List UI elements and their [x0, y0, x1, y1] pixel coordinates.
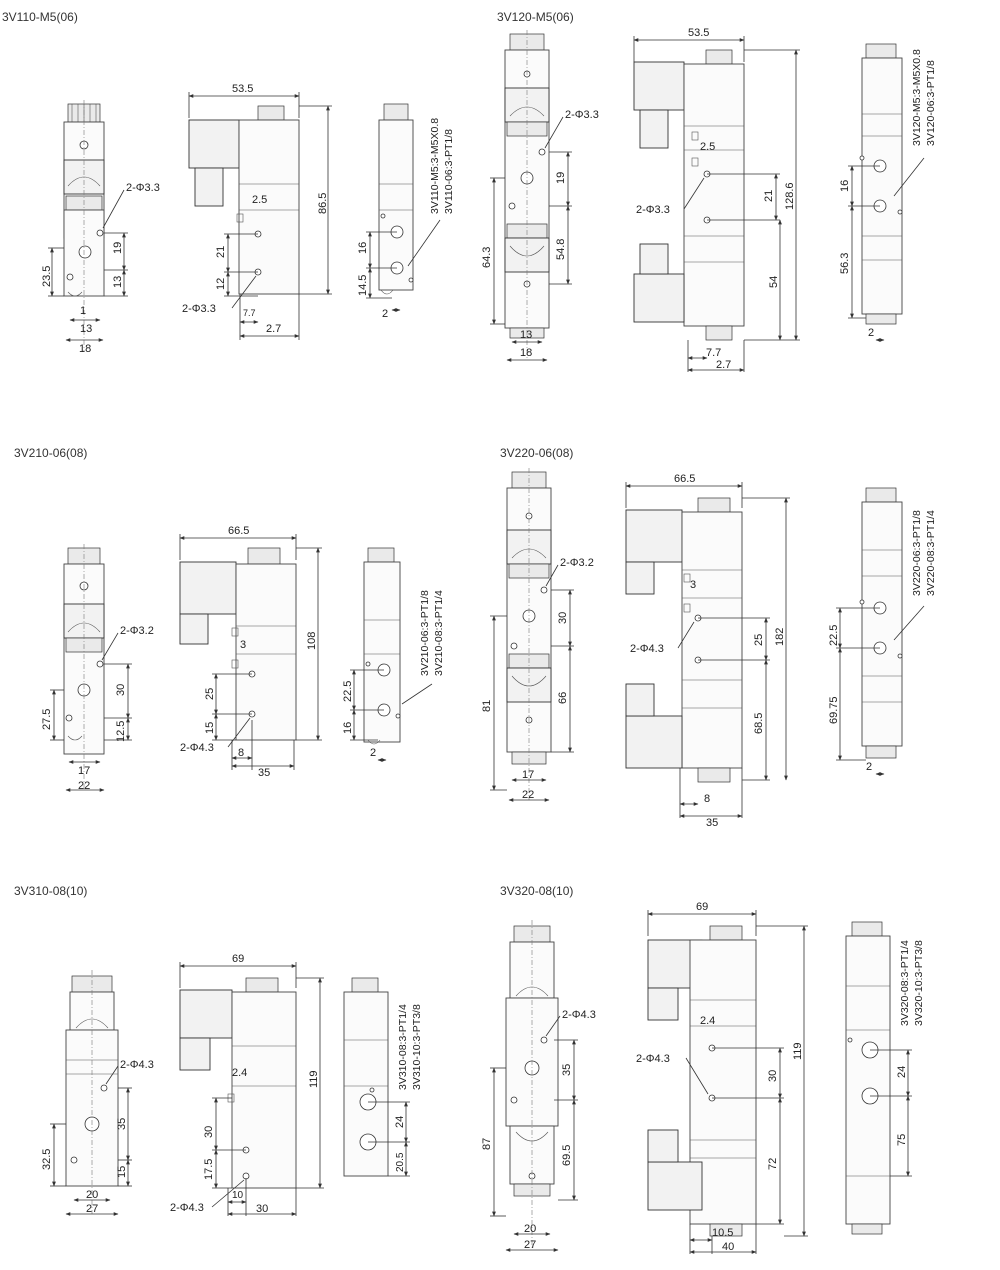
dim-3v210-height: 108 [306, 631, 318, 650]
dim-3v310-r20-5: 20.5 [395, 1152, 406, 1172]
dim-3v110-r14-5: 14.5 [357, 274, 369, 296]
dim-3v110-13v: 13 [112, 275, 124, 288]
dim-3v210-30: 30 [115, 683, 127, 696]
dim-3v110-side-hole: 2-Φ3.3 [182, 303, 216, 315]
port-3v320-10: 3V320-10:3-PT3/8 [913, 940, 925, 1026]
dim-3v210-side-hole: 2-Φ4.3 [180, 742, 214, 754]
dim-3v320-40: 40 [722, 1241, 735, 1253]
dim-3v310-35: 35 [116, 1117, 128, 1130]
dim-3v320-top-width: 69 [696, 901, 709, 913]
port-3v110-06: 3V110-06:3-PT1/8 [443, 128, 455, 214]
end-view-3v120 [860, 44, 902, 324]
dim-3v210-25: 25 [204, 687, 216, 700]
dim-3v220-35: 35 [706, 817, 719, 829]
drawing-3v310 [41, 953, 423, 1216]
dim-3v320-port-hole: 2-Φ4.3 [562, 1009, 596, 1021]
dim-3v110-21: 21 [215, 245, 227, 258]
dim-3v310-32-5: 32.5 [41, 1148, 53, 1170]
dim-3v310-w20: 20 [86, 1189, 99, 1201]
dim-3v220-height: 182 [774, 627, 786, 646]
end-view-3v310 [344, 978, 388, 1176]
port-3v310-08: 3V310-08:3-PT1/4 [397, 1004, 409, 1090]
front-view-3v320 [506, 920, 558, 1250]
drawing-3v210 [41, 525, 445, 792]
port-3v210-08: 3V210-08:3-PT1/4 [433, 590, 445, 676]
dim-3v210-15: 15 [204, 721, 216, 734]
drawing-3v110 [41, 83, 455, 355]
drawing-3v120 [481, 27, 937, 372]
model-title-3v120: 3V120-M5(06) [497, 10, 574, 24]
dim-3v120-w18: 18 [520, 347, 533, 359]
dim-3v120-21: 21 [763, 189, 775, 202]
dim-3v210-r22-5: 22.5 [342, 680, 354, 702]
dim-3v310-height: 119 [308, 1070, 320, 1088]
dim-3v120-height: 128.6 [784, 182, 796, 210]
dim-3v310-2-4: 2.4 [232, 1067, 248, 1079]
dim-3v310-17-5: 17.5 [203, 1158, 215, 1180]
port-3v210-06: 3V210-06:3-PT1/8 [419, 590, 431, 676]
dim-3v110-23-5: 23.5 [41, 265, 53, 287]
model-title-3v220: 3V220-06(08) [500, 446, 574, 460]
dim-3v320-w27: 27 [524, 1239, 537, 1251]
dim-3v120-2-5: 2.5 [700, 141, 716, 153]
dim-3v110-12: 12 [215, 277, 227, 290]
model-title-3v210: 3V210-06(08) [14, 446, 88, 460]
dim-3v310-port-hole: 2-Φ4.3 [120, 1059, 154, 1071]
dim-3v320-30: 30 [767, 1069, 779, 1082]
dim-3v320-72: 72 [767, 1157, 779, 1170]
dim-3v110-port-hole: 2-Φ3.3 [126, 182, 160, 194]
dim-3v320-2-4: 2.4 [700, 1015, 716, 1027]
dim-3v220-66: 66 [557, 691, 569, 704]
dim-3v310-30w: 30 [256, 1203, 269, 1215]
dim-3v310-30: 30 [203, 1125, 215, 1138]
dim-3v310-top-width: 69 [232, 953, 245, 965]
dim-3v110-w18: 18 [79, 343, 92, 355]
dim-3v220-w22: 22 [522, 789, 535, 801]
side-view-3v120 [634, 50, 744, 340]
model-title-3v110: 3V110-M5(06) [2, 10, 78, 24]
model-title-3v310: 3V310-08(10) [14, 884, 88, 898]
port-3v320-08: 3V320-08:3-PT1/4 [899, 940, 911, 1026]
dim-3v220-81: 81 [481, 699, 493, 712]
dim-3v320-r24: 24 [896, 1065, 908, 1078]
dim-3v320-r75: 75 [896, 1133, 908, 1146]
front-view-3v220 [507, 468, 551, 800]
dim-3v210-top-width: 66.5 [228, 525, 250, 537]
front-view-3v120 [505, 30, 549, 360]
dim-3v220-r2: 2 [866, 761, 873, 773]
dim-3v310-10: 10 [232, 1190, 244, 1201]
dim-3v220-port-hole: 2-Φ3.2 [560, 557, 594, 569]
end-view-3v320 [846, 922, 890, 1234]
port-3v120-06: 3V120-06:3-PT1/8 [925, 60, 937, 146]
dim-3v120-r56-3: 56.3 [839, 252, 851, 274]
dim-3v220-r22-5: 22.5 [828, 624, 840, 646]
dim-3v110-height: 86.5 [317, 192, 329, 214]
dim-3v120-2-7: 2.7 [716, 359, 732, 371]
dim-3v120-54-8: 54.8 [555, 238, 567, 260]
dim-3v210-r2: 2 [370, 747, 377, 759]
dim-3v110-2-5: 2.5 [252, 194, 268, 206]
dim-3v320-87: 87 [481, 1137, 493, 1150]
dim-3v220-68-5: 68.5 [753, 712, 765, 734]
dim-3v220-8: 8 [704, 793, 711, 805]
dim-3v210-w17: 17 [78, 765, 91, 777]
port-3v110-m5: 3V110-M5:3-M5X0.8 [429, 117, 441, 214]
dim-3v320-height: 119 [792, 1042, 804, 1060]
port-3v120-m5: 3V120-M5:3-M5X0.8 [911, 49, 923, 146]
port-3v220-08: 3V220-08:3-PT1/4 [925, 510, 937, 596]
dim-3v120-64-3: 64.3 [481, 246, 493, 268]
model-title-3v320: 3V320-08(10) [500, 884, 574, 898]
side-view-3v310 [180, 978, 296, 1188]
dim-3v120-side-hole: 2-Φ3.3 [636, 204, 670, 216]
dim-3v320-10-5: 10.5 [712, 1227, 734, 1239]
side-view-3v220 [626, 498, 742, 782]
front-view-3v210 [64, 544, 104, 790]
dim-3v110-2-7: 2.7 [266, 323, 282, 335]
dim-3v120-port-hole: 2-Φ3.3 [565, 109, 599, 121]
dim-3v110-7-7: 7.7 [243, 308, 256, 318]
dim-3v310-r24: 24 [394, 1115, 406, 1128]
dim-3v210-8: 8 [238, 747, 245, 759]
side-view-3v320 [648, 926, 756, 1236]
dim-3v220-r69-75: 69.75 [828, 696, 840, 724]
dim-3v320-w20: 20 [524, 1223, 537, 1235]
dim-3v320-69-5: 69.5 [561, 1144, 573, 1166]
port-3v310-10: 3V310-10:3-PT3/8 [411, 1004, 423, 1090]
dim-3v110-19: 19 [112, 241, 124, 254]
side-view-3v210 [180, 548, 296, 740]
dim-3v120-7-7: 7.7 [706, 347, 722, 359]
dim-3v210-35: 35 [258, 767, 271, 779]
front-view-3v310 [66, 970, 118, 1214]
dim-3v120-r16: 16 [839, 179, 851, 192]
dim-3v110-r2: 2 [382, 308, 389, 320]
dim-3v120-w13: 13 [520, 329, 533, 341]
dim-3v220-top-width: 66.5 [674, 473, 696, 485]
dim-3v220-side-hole: 2-Φ4.3 [630, 643, 664, 655]
dim-3v210-3: 3 [240, 639, 247, 651]
side-view-3v110 [189, 106, 299, 294]
dim-3v310-w27: 27 [86, 1203, 99, 1215]
dim-3v120-top-width: 53.5 [688, 27, 710, 39]
dim-3v210-12-5: 12.5 [115, 720, 127, 742]
dim-3v110-top-width: 53.5 [232, 83, 254, 95]
drawing-3v320 [481, 901, 925, 1254]
dim-3v220-30: 30 [557, 611, 569, 624]
dim-3v310-15: 15 [116, 1165, 128, 1178]
dim-3v210-27-5: 27.5 [41, 708, 53, 730]
dim-3v110-w13: 13 [80, 323, 93, 335]
dim-3v220-25: 25 [753, 633, 765, 646]
port-3v220-06: 3V220-06:3-PT1/8 [911, 510, 923, 596]
dim-3v210-w22: 22 [78, 780, 91, 792]
dim-3v320-side-hole: 2-Φ4.3 [636, 1053, 670, 1065]
end-view-3v220 [860, 488, 902, 758]
dim-3v210-r16: 16 [342, 721, 354, 734]
dim-3v120-19: 19 [555, 171, 567, 184]
end-view-3v210 [364, 548, 400, 744]
dim-3v220-3: 3 [690, 579, 697, 591]
dim-3v120-54: 54 [768, 275, 780, 288]
dim-3v220-w17: 17 [522, 769, 535, 781]
drawing-3v220 [481, 468, 937, 829]
dim-3v110-r16: 16 [357, 241, 369, 254]
dim-3v310-side-hole: 2-Φ4.3 [170, 1202, 204, 1214]
dim-3v320-35: 35 [561, 1063, 573, 1076]
dim-3v210-port-hole: 2-Φ3.2 [120, 625, 154, 637]
dim-3v120-r2: 2 [868, 327, 875, 339]
dim-3v110-1: 1 [80, 305, 87, 317]
